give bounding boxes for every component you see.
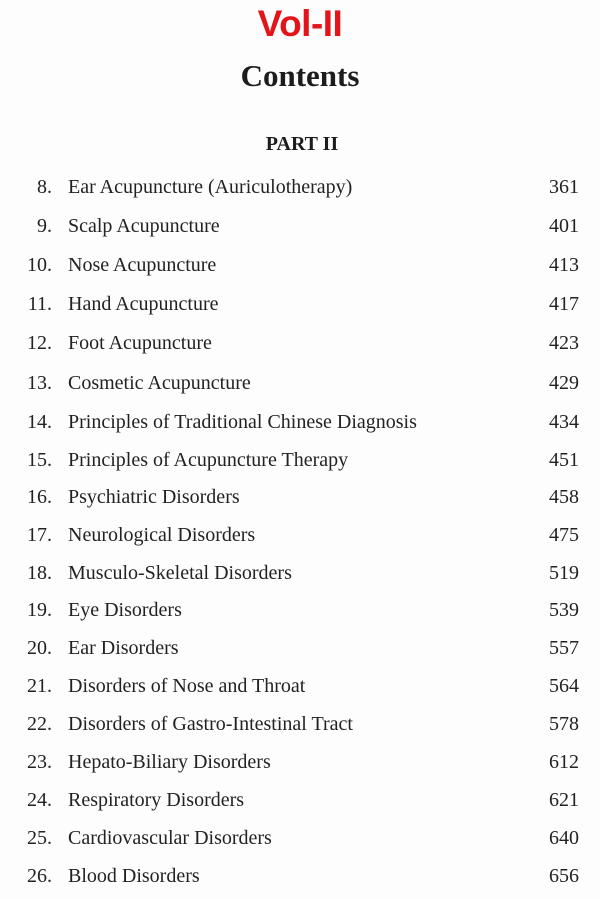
chapter-title: Scalp Acupuncture bbox=[68, 215, 220, 237]
page-number: 417 bbox=[549, 293, 579, 315]
chapter-number: 17. bbox=[27, 524, 52, 546]
toc-entry[interactable] bbox=[0, 407, 600, 437]
chapter-title: Foot Acupuncture bbox=[68, 332, 212, 354]
page-number: 401 bbox=[549, 215, 579, 237]
toc-entry[interactable] bbox=[0, 211, 600, 241]
page-number: 557 bbox=[549, 637, 579, 659]
chapter-number: 15. bbox=[27, 449, 52, 471]
chapter-title: Hand Acupuncture bbox=[68, 293, 219, 315]
page-number: 612 bbox=[549, 751, 579, 773]
chapter-title: Disorders of Nose and Throat bbox=[68, 675, 306, 697]
toc-entry[interactable] bbox=[0, 709, 600, 739]
toc-entry[interactable] bbox=[0, 861, 600, 891]
page-number: 539 bbox=[549, 599, 579, 621]
page-number: 656 bbox=[549, 865, 579, 887]
page-number: 434 bbox=[549, 411, 579, 433]
chapter-number: 24. bbox=[27, 789, 52, 811]
toc-entry[interactable] bbox=[0, 823, 600, 853]
chapter-title: Ear Acupuncture (Auriculotherapy) bbox=[68, 176, 353, 198]
toc-entry[interactable] bbox=[0, 520, 600, 550]
chapter-number: 12. bbox=[27, 332, 52, 354]
volume-heading: Vol-II bbox=[257, 3, 343, 44]
page-number: 564 bbox=[549, 675, 579, 697]
chapter-number: 20. bbox=[27, 637, 52, 659]
page-number: 429 bbox=[549, 372, 579, 394]
chapter-title: Eye Disorders bbox=[68, 599, 182, 621]
toc-entry[interactable] bbox=[0, 633, 600, 663]
chapter-title: Musculo-Skeletal Disorders bbox=[68, 562, 292, 584]
chapter-number: 21. bbox=[27, 675, 52, 697]
toc-entry[interactable] bbox=[0, 785, 600, 815]
chapter-number: 22. bbox=[27, 713, 52, 735]
chapter-title: Nose Acupuncture bbox=[68, 254, 217, 276]
chapter-number: 9. bbox=[37, 215, 52, 237]
page-number: 458 bbox=[549, 486, 579, 508]
chapter-title: Cardiovascular Disorders bbox=[68, 827, 272, 849]
chapter-number: 18. bbox=[27, 562, 52, 584]
page-title: Contents bbox=[240, 58, 360, 93]
chapter-number: 26. bbox=[27, 865, 52, 887]
toc-entry[interactable] bbox=[0, 595, 600, 625]
page-number: 519 bbox=[549, 562, 579, 584]
page-number: 361 bbox=[549, 176, 579, 198]
toc-entry[interactable] bbox=[0, 289, 600, 319]
page-number: 578 bbox=[549, 713, 579, 735]
toc-entry[interactable] bbox=[0, 172, 600, 202]
part-heading: PART II bbox=[265, 133, 339, 155]
chapter-title: Psychiatric Disorders bbox=[68, 486, 240, 508]
chapter-title: Blood Disorders bbox=[68, 865, 200, 887]
page-number: 475 bbox=[549, 524, 579, 546]
toc-entry[interactable] bbox=[0, 482, 600, 512]
toc-entry[interactable] bbox=[0, 558, 600, 588]
page-number: 413 bbox=[549, 254, 579, 276]
chapter-title: Ear Disorders bbox=[68, 637, 179, 659]
chapter-number: 13. bbox=[27, 372, 52, 394]
chapter-number: 23. bbox=[27, 751, 52, 773]
chapter-number: 19. bbox=[27, 599, 52, 621]
toc-entry[interactable] bbox=[0, 445, 600, 475]
toc-entry[interactable] bbox=[0, 747, 600, 777]
chapter-title: Hepato-Biliary Disorders bbox=[68, 751, 271, 773]
chapter-number: 8. bbox=[37, 176, 52, 198]
chapter-title: Neurological Disorders bbox=[68, 524, 256, 546]
chapter-number: 11. bbox=[27, 293, 52, 315]
toc-entry[interactable] bbox=[0, 328, 600, 358]
page-number: 640 bbox=[549, 827, 579, 849]
chapter-title: Respiratory Disorders bbox=[68, 789, 245, 811]
page-number: 423 bbox=[549, 332, 579, 354]
chapter-number: 16. bbox=[27, 486, 52, 508]
chapter-title: Principles of Traditional Chinese Diagnosis bbox=[68, 411, 417, 433]
chapter-number: 10. bbox=[27, 254, 52, 276]
chapter-number: 25. bbox=[27, 827, 52, 849]
page-number: 451 bbox=[549, 449, 579, 471]
chapter-title: Cosmetic Acupuncture bbox=[68, 372, 251, 394]
toc-entry[interactable] bbox=[0, 671, 600, 701]
chapter-title: Principles of Acupuncture Therapy bbox=[68, 449, 349, 471]
toc-entry[interactable] bbox=[0, 368, 600, 398]
toc-entry[interactable] bbox=[0, 250, 600, 280]
chapter-title: Disorders of Gastro-Intestinal Tract bbox=[68, 713, 353, 735]
page-number: 621 bbox=[549, 789, 579, 811]
chapter-number: 14. bbox=[27, 411, 52, 433]
